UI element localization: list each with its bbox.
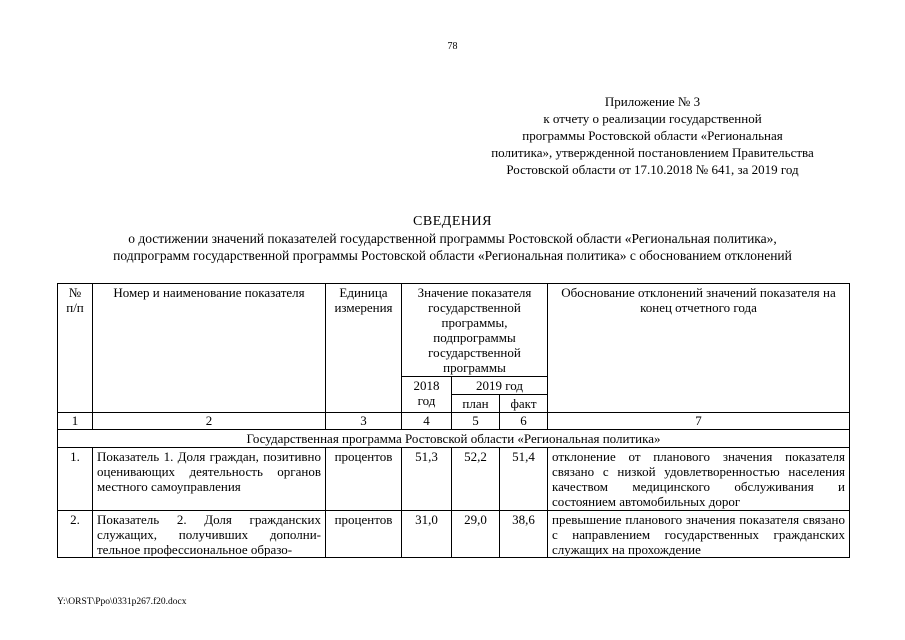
header-no: № п/п xyxy=(58,284,93,413)
value-plan-2019: 52,2 xyxy=(452,448,500,511)
value-2018: 51,3 xyxy=(402,448,452,511)
row-number: 2. xyxy=(58,511,93,558)
header-plan: план xyxy=(452,395,500,413)
header-justification: Обоснование отклонений значений показателя на конец отчетного года xyxy=(548,284,850,413)
header-fact: факт xyxy=(500,395,548,413)
column-number: 3 xyxy=(326,413,402,430)
table-row xyxy=(58,511,850,558)
deviation-justification: отклонение от планового значения показателя связано с низкой удовлетворенностью населения качеством медицинского обслуживания и состоянием автомобильных дорог xyxy=(548,448,850,511)
column-number: 5 xyxy=(452,413,500,430)
appendix-line: Приложение № 3 xyxy=(604,94,701,109)
header-indicator-value: Значение показателя государственной программы, подпрограммы государственной программы xyxy=(402,284,548,377)
document-subtitle-line: подпрограмм государственной программы Ростовской области «Региональная политика» с обоснованием отклонений xyxy=(113,248,792,263)
column-number: 2 xyxy=(93,413,326,430)
column-number: 1 xyxy=(58,413,93,430)
file-path-footer: Y:\ORST\Ppo\0331p267.f20.docx xyxy=(57,597,187,607)
indicator-name: Показатель 1. Доля граждан, позитивно оценивающих деятельность органов местного самоуправления xyxy=(93,448,326,511)
appendix-line: программы Ростовской области «Региональная xyxy=(522,128,783,143)
header-indicator-name: Номер и наименование показателя xyxy=(93,284,326,413)
header-year-2018: 2018 год xyxy=(402,377,452,413)
value-2018: 31,0 xyxy=(402,511,452,558)
document-title: СВЕДЕНИЯ xyxy=(413,214,492,229)
section-title: Государственная программа Ростовской области «Региональная политика» xyxy=(58,430,850,448)
document-heading xyxy=(0,213,905,264)
row-number: 1. xyxy=(58,448,93,511)
value-fact-2019: 51,4 xyxy=(500,448,548,511)
column-number: 6 xyxy=(500,413,548,430)
indicators-table xyxy=(57,283,850,558)
appendix-line: политика», утвержденной постановлением Правительства xyxy=(491,145,814,160)
indicator-unit: процентов xyxy=(326,511,402,558)
deviation-justification xyxy=(548,511,850,558)
header-year-2019: 2019 год xyxy=(452,377,548,395)
column-number: 7 xyxy=(548,413,850,430)
header-unit: Единица измерения xyxy=(326,284,402,413)
table-header-row xyxy=(58,284,850,377)
table-row xyxy=(58,448,850,511)
indicator-name xyxy=(93,511,326,558)
document-subtitle-line: о достижении значений показателей государственной программы Ростовской области «Региональная политика», xyxy=(128,231,777,246)
indicator-unit: процентов xyxy=(326,448,402,511)
value-fact-2019: 38,6 xyxy=(500,511,548,558)
value-plan-2019: 29,0 xyxy=(452,511,500,558)
section-row xyxy=(58,430,850,448)
appendix-line: к отчету о реализации государственной xyxy=(543,111,762,126)
indicator-name-text: Показатель 2. Доля гражданских служащих, получивших дополнительное профессиональное образо- xyxy=(97,512,321,556)
column-number: 4 xyxy=(402,413,452,430)
deviation-justification-text: превышение планового значения показателя связано с направлением государственных гражданских служащих на прохождение xyxy=(552,512,845,556)
column-numbers-row xyxy=(58,413,850,430)
page-number: 78 xyxy=(447,41,458,52)
appendix-header xyxy=(440,93,865,178)
appendix-line: Ростовской области от 17.10.2018 № 641, за 2019 год xyxy=(506,162,799,177)
